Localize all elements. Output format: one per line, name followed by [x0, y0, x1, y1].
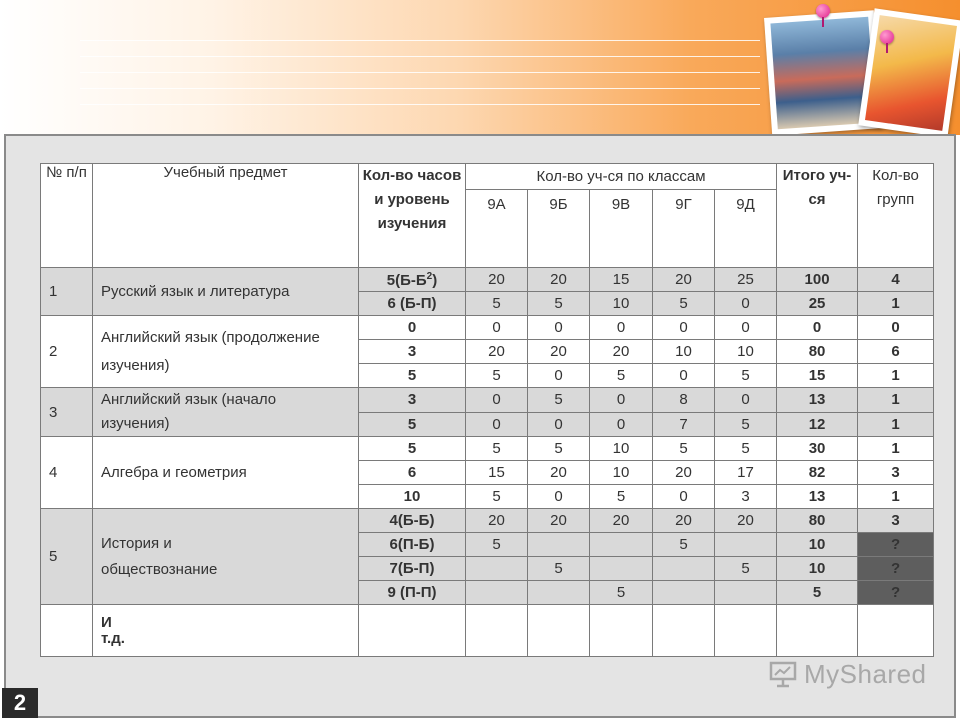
col-header-class: 9Д: [715, 190, 777, 268]
class-count: 0: [715, 316, 777, 340]
subject-name: История и обществознание: [93, 509, 359, 605]
subject-name: Английский язык (продолжение изучения): [93, 316, 359, 388]
group-count: 1: [858, 292, 934, 316]
class-count: 15: [466, 461, 528, 485]
header-line: [80, 56, 760, 57]
total-count: 10: [777, 557, 858, 581]
class-count: 0: [528, 316, 590, 340]
class-count: 5: [528, 388, 590, 413]
class-count: 5: [653, 437, 715, 461]
hours-level: 5: [359, 437, 466, 461]
table-row-etc: [41, 605, 934, 657]
col-header-hours: Кол-во часов и уровень изучения: [359, 164, 466, 268]
total-count: 80: [777, 340, 858, 364]
class-count: 0: [653, 364, 715, 388]
empty-cell: [528, 605, 590, 657]
class-count: 17: [715, 461, 777, 485]
class-count: 7: [653, 412, 715, 437]
class-count: 20: [528, 268, 590, 292]
col-header-class: 9В: [590, 190, 653, 268]
col-header-by-class: Кол-во уч-ся по классам: [466, 164, 777, 190]
class-count: 0: [653, 316, 715, 340]
group-count: 1: [858, 364, 934, 388]
class-count: [590, 533, 653, 557]
class-count: 0: [590, 316, 653, 340]
watermark-text: MyShared: [804, 658, 927, 689]
class-count: 10: [590, 461, 653, 485]
class-count: 5: [528, 437, 590, 461]
row-number: 2: [41, 316, 93, 388]
class-count: 0: [653, 485, 715, 509]
group-count: 1: [858, 485, 934, 509]
class-count: 5: [466, 485, 528, 509]
group-count-unknown: ?: [858, 581, 934, 605]
class-count: 10: [590, 437, 653, 461]
class-count: 0: [715, 388, 777, 413]
class-count: 20: [653, 509, 715, 533]
class-count: 5: [715, 412, 777, 437]
hours-level: 6 (Б-П): [359, 292, 466, 316]
total-count: 12: [777, 412, 858, 437]
total-count: 0: [777, 316, 858, 340]
total-count: 15: [777, 364, 858, 388]
class-count: 0: [590, 388, 653, 413]
class-count: 20: [715, 509, 777, 533]
class-count: 3: [715, 485, 777, 509]
group-count-unknown: ?: [858, 533, 934, 557]
col-header-total: Итого уч-ся: [777, 164, 858, 268]
class-count: 0: [466, 388, 528, 413]
row-number: 3: [41, 388, 93, 437]
slide-header: [0, 0, 960, 135]
hours-level: $5(Б-Б^2)$: [359, 268, 466, 292]
class-count: 20: [653, 268, 715, 292]
subject-name: Алгебра и геометрия: [93, 437, 359, 509]
class-count: [715, 533, 777, 557]
group-count: 0: [858, 316, 934, 340]
class-count: [715, 581, 777, 605]
col-header-num: № п/п: [41, 164, 93, 268]
students-distribution-table: [40, 163, 934, 657]
etc-label: И т.д.: [93, 605, 359, 657]
hours-level: 5: [359, 412, 466, 437]
empty-cell: [715, 605, 777, 657]
class-count: 0: [528, 364, 590, 388]
class-count: 8: [653, 388, 715, 413]
watermark: [768, 656, 938, 692]
col-header-subject: Учебный предмет: [93, 164, 359, 268]
hours-level: 3: [359, 340, 466, 364]
class-count: 0: [466, 316, 528, 340]
class-count: [466, 581, 528, 605]
empty-cell: [590, 605, 653, 657]
class-count: 5: [653, 292, 715, 316]
hours-level: 6: [359, 461, 466, 485]
class-count: 5: [715, 437, 777, 461]
class-count: [528, 533, 590, 557]
total-count: 82: [777, 461, 858, 485]
class-count: 0: [715, 292, 777, 316]
header-line: [80, 88, 760, 89]
class-count: 20: [466, 509, 528, 533]
group-count: 4: [858, 268, 934, 292]
class-count: 20: [653, 461, 715, 485]
group-count-unknown: ?: [858, 557, 934, 581]
header-line: [80, 72, 760, 73]
class-count: 5: [528, 557, 590, 581]
header-row: [41, 164, 934, 190]
subject-name: Английский язык (начало изучения): [93, 388, 359, 437]
class-count: 20: [528, 340, 590, 364]
hours-level: 0: [359, 316, 466, 340]
total-count: 25: [777, 292, 858, 316]
class-count: 5: [466, 437, 528, 461]
class-count: [466, 557, 528, 581]
empty-cell: [41, 605, 93, 657]
group-count: 3: [858, 509, 934, 533]
empty-cell: [653, 605, 715, 657]
table-row: [41, 437, 934, 461]
hours-level: 4(Б-Б): [359, 509, 466, 533]
class-count: [653, 581, 715, 605]
col-header-class: 9А: [466, 190, 528, 268]
subject-name: Русский язык и литература: [93, 268, 359, 316]
header-line: [80, 40, 760, 41]
total-count: 13: [777, 388, 858, 413]
pushpin-icon: [816, 4, 830, 18]
slide-number: 2: [2, 688, 38, 718]
class-count: 5: [590, 485, 653, 509]
class-count: 20: [528, 509, 590, 533]
total-count: 30: [777, 437, 858, 461]
group-count: 1: [858, 412, 934, 437]
class-count: 5: [466, 292, 528, 316]
pushpin-icon: [880, 30, 894, 44]
group-count: 1: [858, 388, 934, 413]
total-count: 13: [777, 485, 858, 509]
class-count: 10: [653, 340, 715, 364]
row-number: 1: [41, 268, 93, 316]
col-header-class: 9Б: [528, 190, 590, 268]
total-count: 10: [777, 533, 858, 557]
class-count: 0: [590, 412, 653, 437]
group-count: 6: [858, 340, 934, 364]
class-count: [528, 581, 590, 605]
class-count: 15: [590, 268, 653, 292]
group-count: 1: [858, 437, 934, 461]
empty-cell: [858, 605, 934, 657]
class-count: [590, 557, 653, 581]
class-count: 5: [528, 292, 590, 316]
hours-level: 5: [359, 364, 466, 388]
table-row: [41, 509, 934, 533]
class-count: 10: [715, 340, 777, 364]
hours-level: 10: [359, 485, 466, 509]
class-count: 20: [466, 268, 528, 292]
header-line: [80, 104, 760, 105]
total-count: 100: [777, 268, 858, 292]
total-count: 5: [777, 581, 858, 605]
class-count: 5: [715, 364, 777, 388]
class-count: 20: [590, 340, 653, 364]
table-row: [41, 316, 934, 340]
class-count: 5: [590, 364, 653, 388]
empty-cell: [777, 605, 858, 657]
child-photo: [858, 8, 960, 137]
class-count: 5: [715, 557, 777, 581]
class-count: 5: [466, 533, 528, 557]
class-count: 10: [590, 292, 653, 316]
table-row: [41, 268, 934, 292]
hours-level: 7(Б-П): [359, 557, 466, 581]
class-count: 0: [528, 485, 590, 509]
class-count: 25: [715, 268, 777, 292]
class-count: 5: [653, 533, 715, 557]
class-count: 5: [466, 364, 528, 388]
class-count: 0: [528, 412, 590, 437]
group-count: 3: [858, 461, 934, 485]
class-count: 20: [466, 340, 528, 364]
col-header-class: 9Г: [653, 190, 715, 268]
class-count: [653, 557, 715, 581]
class-count: 5: [590, 581, 653, 605]
hours-level: 6(П-Б): [359, 533, 466, 557]
class-count: 0: [466, 412, 528, 437]
empty-cell: [359, 605, 466, 657]
class-count: 20: [590, 509, 653, 533]
hours-level: 3: [359, 388, 466, 413]
col-header-groups: Кол-во групп: [858, 164, 934, 268]
row-number: 4: [41, 437, 93, 509]
presentation-icon: [768, 660, 798, 688]
hours-level: 9 (П-П): [359, 581, 466, 605]
row-number: 5: [41, 509, 93, 605]
total-count: 80: [777, 509, 858, 533]
empty-cell: [466, 605, 528, 657]
class-count: 20: [528, 461, 590, 485]
table-row: [41, 388, 934, 413]
